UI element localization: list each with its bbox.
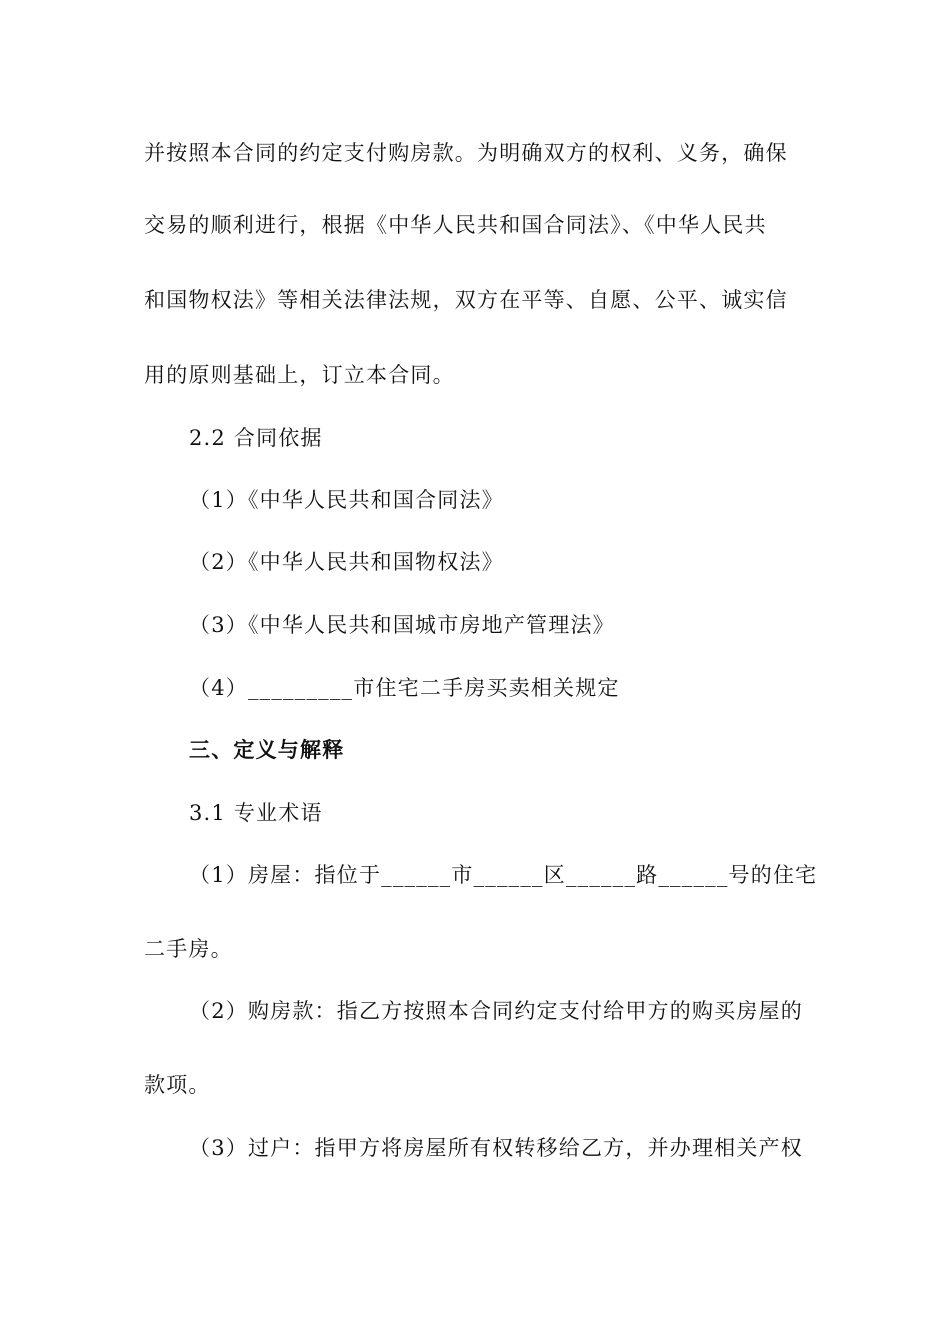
paragraph-line: 和国物权法》等相关法律法规，双方在平等、自愿、公平、诚实信	[144, 288, 788, 312]
section-heading-3-1: 3.1 专业术语	[189, 801, 323, 825]
list-item: （4）_________市住宅二手房买卖相关规定	[189, 676, 620, 700]
definition-item: （3）过户：指甲方将房屋所有权转移给乙方，并办理相关产权	[189, 1136, 803, 1160]
list-item: （1）《中华人民共和国合同法》	[189, 488, 504, 512]
list-item: （3）《中华人民共和国城市房地产管理法》	[189, 613, 615, 637]
paragraph-line: 款项。	[144, 1073, 211, 1097]
paragraph-line: 交易的顺利进行，根据《中华人民共和国合同法》、《中华人民共	[144, 213, 767, 237]
list-item: （2）《中华人民共和国物权法》	[189, 550, 504, 574]
chapter-heading-3: 三、定义与解释	[189, 737, 345, 762]
paragraph-line: 并按照本合同的约定支付购房款。为明确双方的权利、义务，确保	[144, 141, 788, 165]
section-heading-2-2: 2.2 合同依据	[189, 426, 323, 450]
definition-item: （1）房屋：指位于______市______区______路______号的住宅	[189, 863, 818, 887]
definition-item: （2）购房款：指乙方按照本合同约定支付给甲方的购买房屋的	[189, 999, 803, 1023]
paragraph-line: 二手房。	[144, 937, 233, 961]
paragraph-line: 用的原则基础上，订立本合同。	[144, 363, 455, 387]
